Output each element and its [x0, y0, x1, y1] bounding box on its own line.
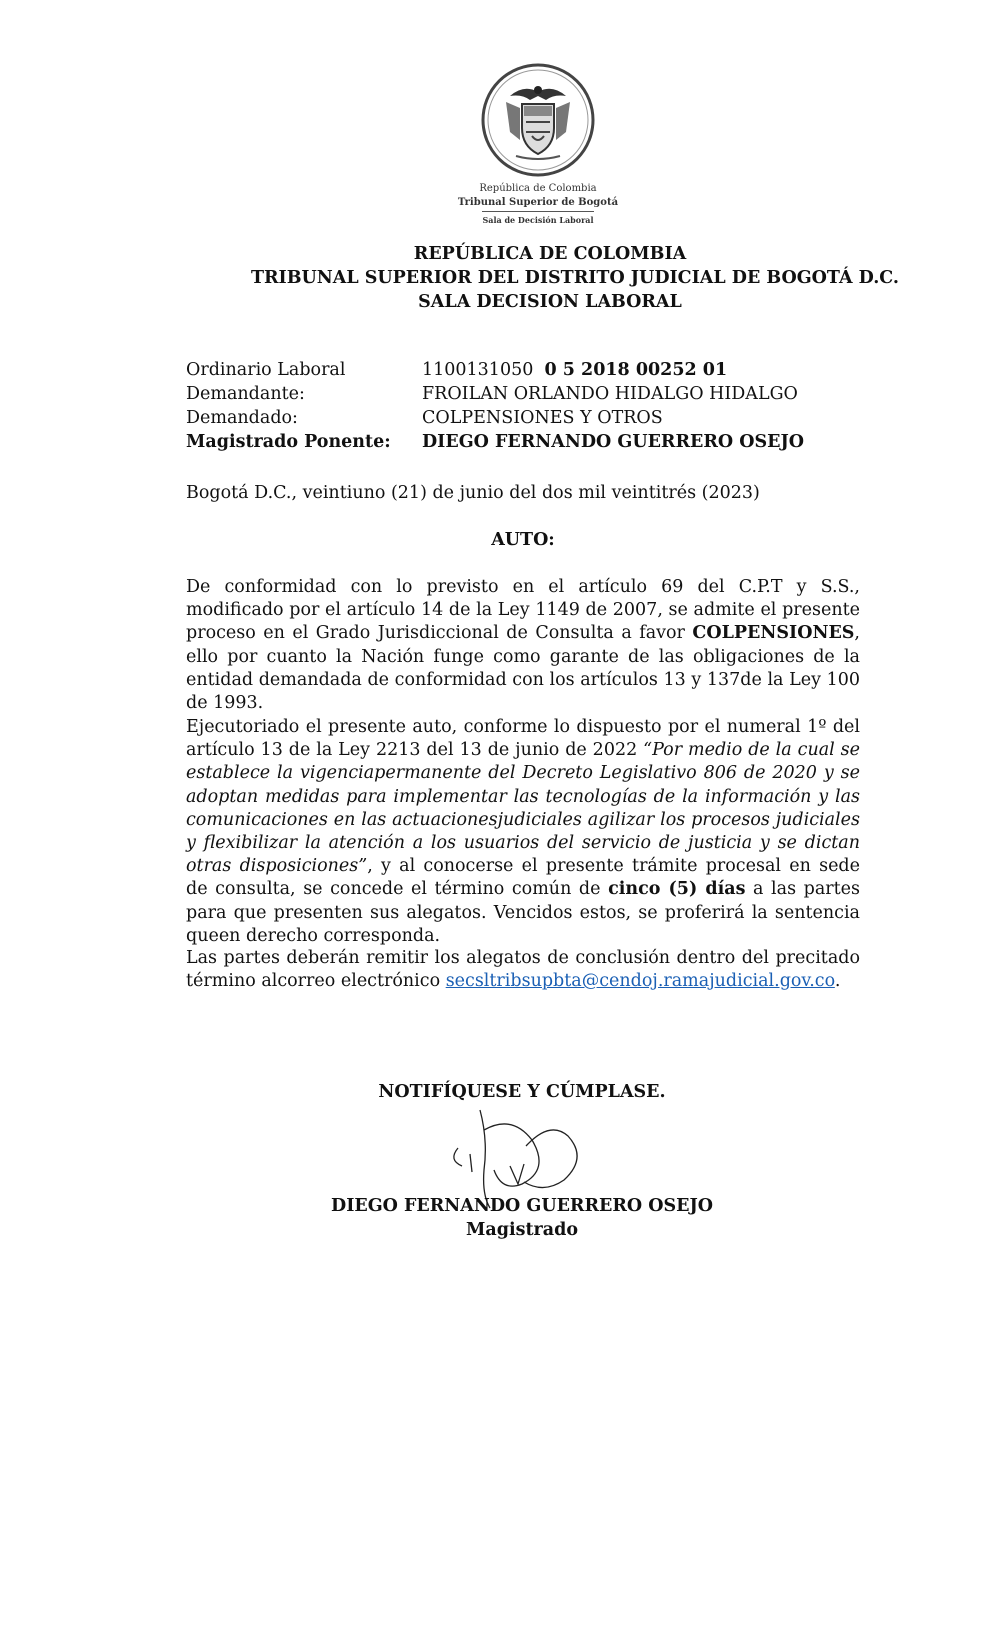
coat-of-arms-seal	[480, 62, 596, 178]
case-number	[422, 358, 727, 382]
judge-label: Magistrado Ponente:	[186, 432, 391, 452]
case-number-suffix: 0 5 2018 00252 01	[544, 360, 728, 380]
seal-divider	[482, 211, 594, 212]
paragraph-admission	[186, 576, 860, 715]
header-chamber: SALA DECISION LABORAL	[418, 292, 682, 312]
paragraph-email-text-b: .	[834, 971, 841, 992]
signer-name: DIEGO FERNANDO GUERRERO OSEJO	[331, 1196, 713, 1216]
case-number-prefix: 1100131050	[422, 360, 534, 380]
paragraph-term-law-title: “Por medio de la cual se establece la vigenciapermanente del Decreto Legislativo 806 de 2020 y se adoptan medidas para implementar las tecnologías de la información y las comunicaciones en las actuacionesjudiciales agilizar los procesos judiciales y flexibilizar la atención a los usuarios del servicio de justicia y se dictan otras disposiciones”	[186, 740, 860, 877]
paragraph-admission-text-b: , ello por cuanto la Nación funge como garante de las obligaciones de la entidad demandada de conformidad con los artículos 13 y 137de la Ley 100 de 1993.	[186, 623, 860, 714]
seal-caption-country: República de Colombia	[479, 183, 597, 194]
defendant-label: Demandado:	[186, 408, 298, 428]
paragraph-email-text-a: Las partes deberán remitir los alegatos de conclusión dentro del precitado término alcorreo electrónico	[186, 948, 860, 992]
date-line: Bogotá D.C., veintiuno (21) de junio del dos mil veintitrés (2023)	[186, 483, 760, 503]
seal-caption	[448, 182, 628, 227]
notify-line: NOTIFÍQUESE Y CÚMPLASE.	[378, 1082, 666, 1102]
paragraph-admission-text-a: De conformidad con lo previsto en el artículo 69 del C.P.T y S.S., modificado por el artículo 14 de la Ley 1149 de 2007, se admite el presente proceso en el Grado Jurisdiccional de Consulta a favor	[186, 577, 860, 644]
plaintiff-label: Demandante:	[186, 384, 305, 404]
header-court: TRIBUNAL SUPERIOR DEL DISTRITO JUDICIAL DE BOGOTÁ D.C.	[250, 268, 900, 288]
paragraph-term-days: cinco (5) días	[608, 879, 746, 900]
paragraph-term-text-c: a las partes para que presenten sus alegatos. Vencidos estos, se proferirá la sentencia queen derecho corresponda.	[186, 879, 860, 946]
court-email-link[interactable]: secsltribsupbta@cendoj.ramajudicial.gov.co	[445, 971, 835, 992]
seal-caption-court: Tribunal Superior de Bogotá	[457, 197, 619, 208]
handwritten-signature	[440, 1100, 600, 1210]
paragraph-admission-entity: COLPENSIONES	[692, 623, 855, 644]
paragraph-term-text-a: Ejecutoriado el presente auto, conforme lo dispuesto por el numeral 1º del artículo 13 de la Ley 2213 del 13 de junio de 2022	[186, 717, 860, 761]
paragraph-email	[186, 947, 860, 993]
judge-value: DIEGO FERNANDO GUERRERO OSEJO	[422, 432, 804, 452]
plaintiff-value: FROILAN ORLANDO HIDALGO HIDALGO	[422, 384, 798, 404]
seal-caption-chamber: Sala de Decisión Laboral	[482, 215, 594, 225]
process-type: Ordinario Laboral	[186, 360, 346, 380]
paragraph-term	[186, 716, 860, 948]
signer-role: Magistrado	[466, 1220, 578, 1240]
paragraph-term-text-b: , y al conocerse el presente trámite procesal en sede de consulta, se concede el término común de	[186, 856, 860, 900]
defendant-value: COLPENSIONES Y OTROS	[422, 408, 663, 428]
auto-title: AUTO:	[491, 530, 555, 550]
header-country: REPÚBLICA DE COLOMBIA	[413, 244, 687, 264]
